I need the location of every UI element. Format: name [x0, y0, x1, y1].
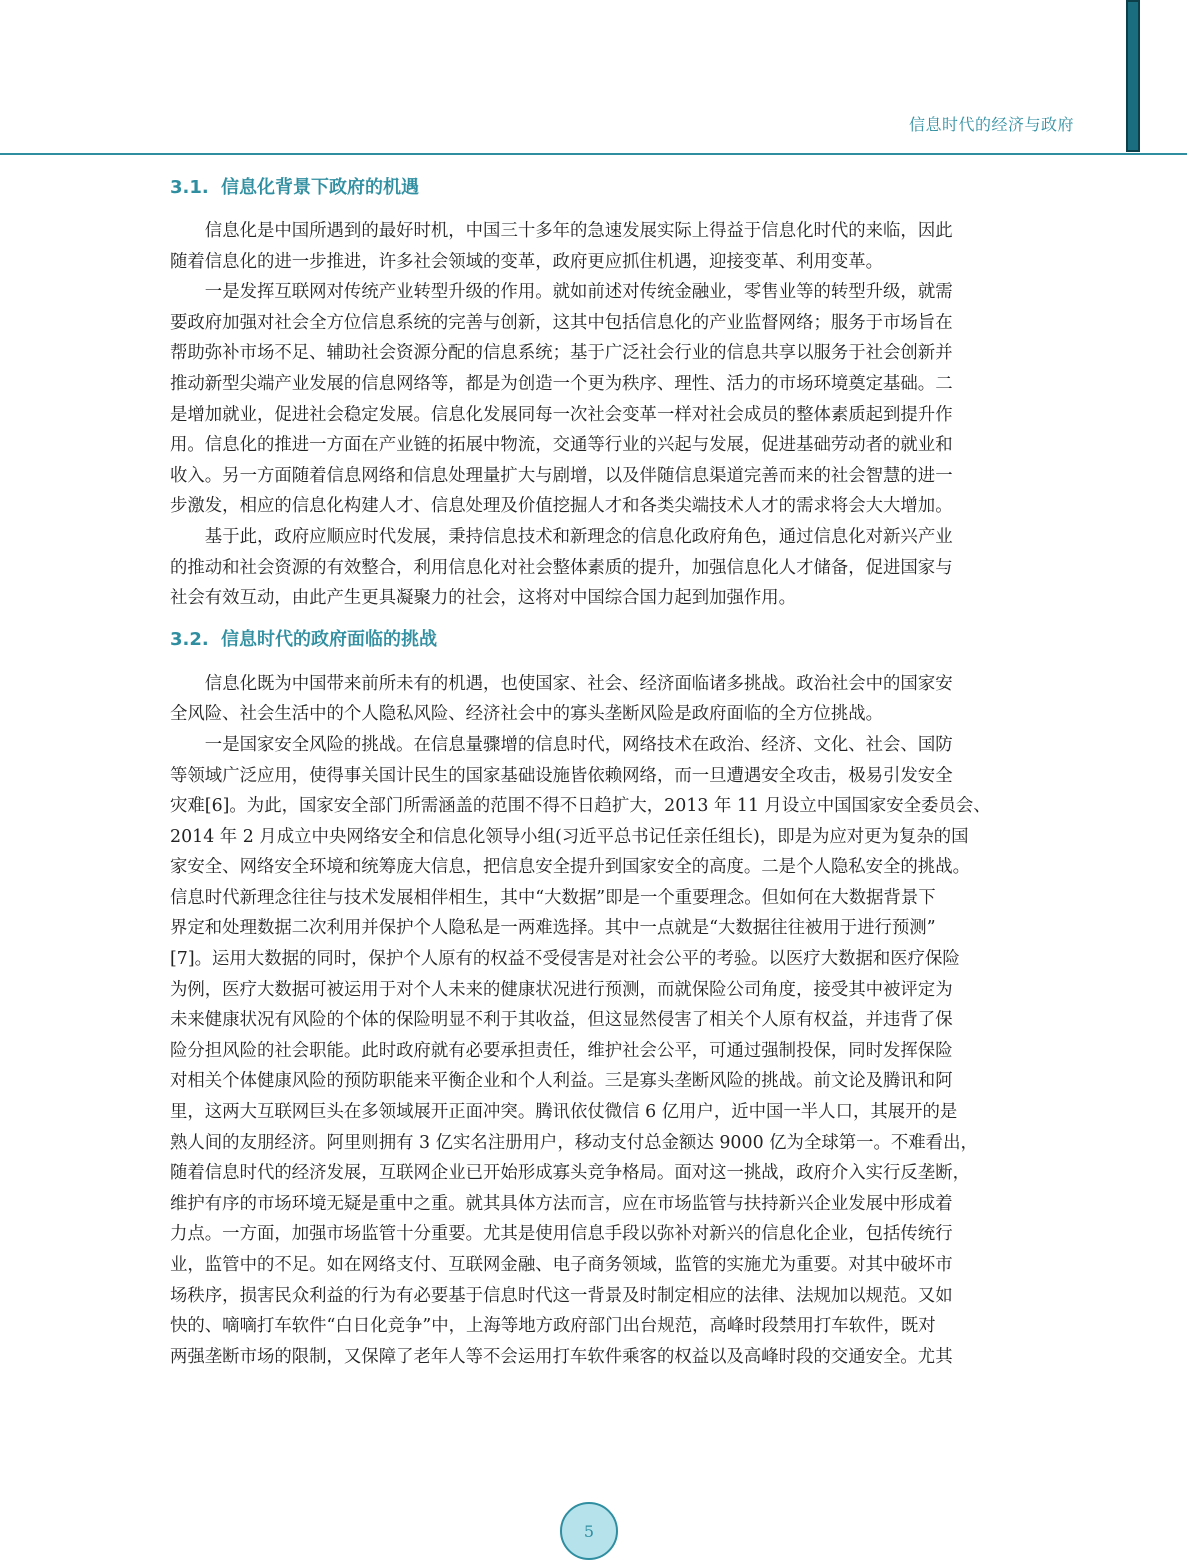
text-line: 场秩序，损害民众利益的行为有必要基于信息时代这一背景及时制定相应的法律、法规加以规范。又如	[170, 1285, 953, 1306]
section-title: 信息化背景下政府的机遇	[221, 177, 420, 198]
text-line: 推动新型尖端产业发展的信息网络等，都是为创造一个更为秩序、理性、活力的市场环境奠定基础。二	[170, 373, 953, 394]
page-number-badge	[560, 1502, 618, 1560]
paragraph	[170, 216, 1074, 277]
text-line: 里，这两大互联网巨头在多领域展开正面冲突。腾讯依仗微信 6 亿用户，近中国一半人口，其展开的是	[170, 1102, 958, 1123]
paragraph	[170, 522, 1074, 614]
text-line: [7]。运用大数据的同时，保护个人原有的权益不受侵害是对社会公平的考验。以医疗大数据和医疗保险	[170, 949, 960, 970]
text-line: 社会有效互动，由此产生更具凝聚力的社会，这将对中国综合国力起到加强作用。	[170, 588, 797, 609]
text-line: 家安全、网络安全环境和统筹庞大信息，把信息安全提升到国家安全的高度。二是个人隐私安全的挑战。	[170, 857, 970, 878]
text-line: 为例，医疗大数据可被运用于对个人未来的健康状况进行预测，而就保险公司角度，接受其中被评定为	[170, 979, 953, 1000]
paragraph	[170, 730, 1074, 1372]
text-line: 一是国家安全风险的挑战。在信息量骤增的信息时代，网络技术在政治、经济、文化、社会、国防	[204, 734, 953, 755]
text-line: 步激发，相应的信息化构建人才、信息处理及价值挖掘人才和各类尖端技术人才的需求将会大大增加。	[170, 496, 953, 517]
text-line: 等领域广泛应用，使得事关国计民生的国家基础设施皆依赖网络，而一旦遭遇安全攻击，极易引发安全	[170, 765, 953, 786]
text-line: 随着信息化的进一步推进，许多社会领域的变革，政府更应抓住机遇，迎接变革、利用变革。	[170, 251, 884, 272]
text-line: 基于此，政府应顺应时代发展，秉持信息技术和新理念的信息化政府角色，通过信息化对新兴产业	[204, 526, 953, 547]
section-heading-3-2	[170, 622, 1074, 658]
text-line: 信息化是中国所遇到的最好时机，中国三十多年的急速发展实际上得益于信息化时代的来临，因此	[204, 221, 953, 241]
text-line: 对相关个体健康风险的预防职能来平衡企业和个人利益。三是寡头垄断风险的挑战。前文论及腾讯和阿	[170, 1071, 953, 1092]
text-line: 信息时代新理念往往与技术发展相伴相生，其中“大数据”即是一个重要理念。但如何在大数据背景下	[170, 887, 936, 908]
text-line: 维护有序的市场环境无疑是重中之重。就其具体方法而言，应在市场监管与扶持新兴企业发展中形成着	[170, 1193, 953, 1214]
text-line: 用。信息化的推进一方面在产业链的拓展中物流，交通等行业的兴起与发展，促进基础劳动者的就业和	[170, 435, 953, 456]
text-line: 2014 年 2 月成立中央网络安全和信息化领导小组(习近平总书记任亲任组长)，即是为应对更为复杂的国	[170, 826, 969, 847]
paragraph	[170, 277, 1074, 522]
section-heading-3-1	[170, 170, 1074, 206]
text-line: 界定和处理数据二次利用并保护个人隐私是一两难选择。其中一点就是“大数据往往被用于进行预测”	[170, 918, 936, 939]
header-rule	[0, 153, 1187, 155]
text-line: 帮助弥补市场不足、辅助社会资源分配的信息系统；基于广泛社会行业的信息共享以服务于社会创新并	[170, 343, 953, 364]
text-line: 的推动和社会资源的有效整合，利用信息化对社会整体素质的提升，加强信息化人才储备，促进国家与	[170, 557, 953, 578]
side-accent-bar	[1126, 0, 1140, 152]
paragraph	[170, 669, 1074, 730]
section-title: 信息时代的政府面临的挑战	[221, 628, 438, 650]
text-line: 是增加就业，促进社会稳定发展。信息化发展同每一次社会变革一样对社会成员的整体素质起到提升作	[170, 404, 953, 425]
running-title: 信息时代的经济与政府	[908, 115, 1074, 134]
text-line: 业，监管中的不足。如在网络支付、互联网金融、电子商务领域，监管的实施尤为重要。对其中破坏市	[170, 1255, 953, 1275]
page-number: 5	[583, 1521, 595, 1541]
text-line: 快的、嘀嘀打车软件“白日化竞争”中，上海等地方政府部门出台规范，高峰时段禁用打车软件，既对	[170, 1316, 936, 1337]
text-line: 熟人间的友朋经济。阿里则拥有 3 亿实名注册用户，移动支付总金额达 9000 亿为全球第一。不难看出，	[170, 1132, 978, 1153]
text-line: 未来健康状况有风险的个体的保险明显不利于其收益，但这显然侵害了相关个人原有权益，并违背了保	[170, 1010, 953, 1031]
text-line: 险分担风险的社会职能。此时政府就有必要承担责任，维护社会公平，可通过强制投保，同时发挥保险	[170, 1040, 953, 1061]
text-line: 信息化既为中国带来前所未有的机遇，也使国家、社会、经济面临诸多挑战。政治社会中的国家安	[204, 673, 953, 694]
text-line: 灾难[6]。为此，国家安全部门所需涵盖的范围不得不日趋扩大，2013 年 11 月设立中国国家安全委员会、	[170, 796, 991, 817]
text-line: 要政府加强对社会全方位信息系统的完善与创新，这其中包括信息化的产业监督网络；服务于市场旨在	[170, 312, 953, 333]
text-line: 力点。一方面，加强市场监管十分重要。尤其是使用信息手段以弥补对新兴的信息化企业，包括传统行	[170, 1224, 953, 1245]
text-line: 收入。另一方面随着信息网络和信息处理量扩大与剧增，以及伴随信息渠道完善而来的社会智慧的进一	[170, 465, 953, 486]
text-line: 两强垄断市场的限制，又保障了老年人等不会运用打车软件乘客的权益以及高峰时段的交通安全。尤其	[170, 1346, 953, 1367]
section-number: 3.2.	[170, 628, 209, 650]
text-line: 一是发挥互联网对传统产业转型升级的作用。就如前述对传统金融业，零售业等的转型升级，就需	[204, 282, 953, 303]
text-line: 全风险、社会生活中的个人隐私风险、经济社会中的寡头垄断风险是政府面临的全方位挑战。	[170, 704, 884, 725]
text-line: 随着信息时代的经济发展，互联网企业已开始形成寡头竞争格局。面对这一挑战，政府介入实行反垄断，	[170, 1163, 970, 1184]
article-body	[170, 170, 1074, 1372]
section-number: 3.1.	[170, 177, 209, 198]
